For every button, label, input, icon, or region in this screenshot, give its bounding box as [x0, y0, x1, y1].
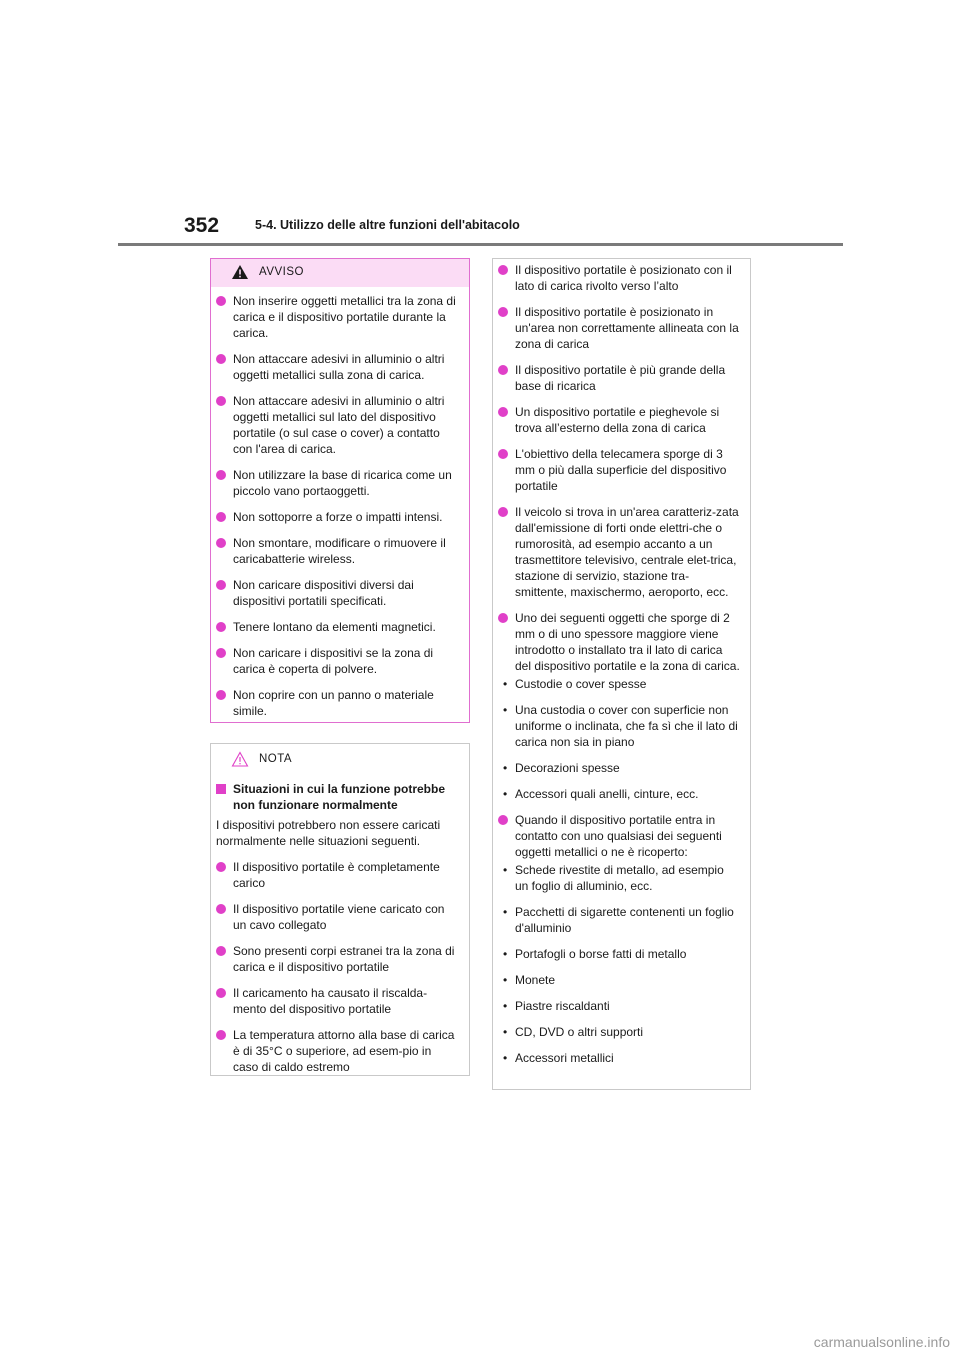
note-item: Il dispositivo portatile è più grande della base di ricarica	[498, 362, 740, 394]
note-heading: Situazioni in cui la funzione potrebbe non funzionare normalmente	[216, 781, 459, 813]
note-item: Il dispositivo portatile viene caricato con un cavo collegato	[216, 901, 459, 933]
warning-item: Non inserire oggetti metallici tra la zona di carica e il dispositivo portatile durante la carica.	[216, 293, 459, 341]
warning-item: Non coprire con un panno o materiale simile.	[216, 687, 459, 719]
note-item: La temperatura attorno alla base di carica è di 35°C o superiore, ad esem-pio in caso di caldo estremo	[216, 1027, 459, 1075]
sub-item: • Custodie o cover spesse	[503, 677, 647, 691]
dot-icon: •	[503, 947, 508, 961]
warning-item: Non attaccare adesivi in alluminio o altri oggetti metallici sul lato del dispositivo portatile (o sul case o cover) a contatto con l'area di carica.	[216, 393, 459, 457]
bullet-icon	[498, 613, 508, 623]
sub-item: • Accessori metallici	[503, 1051, 614, 1065]
dot-icon: •	[503, 703, 508, 717]
note-item: Il veicolo si trova in un'area caratteriz-zata dall'emissione di forti onde elettri-che o rumorosità, ad esempio accanto a un trasmettitore televisivo, centrale elet-trica, stazione di servizio, stazione tra-smittente, maxischermo, aeroporto, ecc.	[498, 504, 740, 600]
sub-item: • Schede rivestite di metallo, ad esempio un foglio di alluminio, ecc.	[503, 863, 724, 893]
bullet-icon	[216, 946, 226, 956]
dot-icon: •	[503, 761, 508, 775]
bullet-icon	[498, 265, 508, 275]
note-item: Un dispositivo portatile e pieghevole si trova all’esterno della zona di carica	[498, 404, 740, 436]
note-item: Quando il dispositivo portatile entra in contatto con uno qualsiasi dei seguenti oggetti metallici o ne è ricoperto:	[498, 812, 740, 860]
warning-item: Tenere lontano da elementi magnetici.	[216, 619, 459, 635]
sub-item: • Decorazioni spesse	[503, 761, 620, 775]
bullet-icon	[498, 307, 508, 317]
note-item: Uno dei seguenti oggetti che sporge di 2 mm o di uno spessore maggiore viene introdotto o installato tra il lato di carica del dispositivo portatile e la zona di carica.	[498, 610, 740, 674]
note-item: Il dispositivo portatile è posizionato in un'area non correttamente allineata con la zona di carica	[498, 304, 740, 352]
note-item: Sono presenti corpi estranei tra la zona di carica e il dispositivo portatile	[216, 943, 459, 975]
bullet-icon	[498, 365, 508, 375]
warning-item: Non attaccare adesivi in alluminio o altri oggetti metallici sulla zona di carica.	[216, 351, 459, 383]
watermark: carmanualsonline.info	[813, 1334, 950, 1350]
bullet-icon	[216, 580, 226, 590]
bullet-icon	[216, 470, 226, 480]
sub-item: • Portafogli o borse fatti di metallo	[503, 947, 687, 961]
dot-icon: •	[503, 787, 508, 801]
warning-item: Non sottoporre a forze o impatti intensi.	[216, 509, 459, 525]
note-box	[210, 743, 470, 1076]
sub-item: • Piastre riscaldanti	[503, 999, 610, 1013]
bullet-icon	[498, 407, 508, 417]
bullet-icon	[216, 690, 226, 700]
warning-label: AVVISO	[259, 266, 304, 278]
bullet-icon	[216, 296, 226, 306]
caution-icon	[231, 751, 249, 767]
bullet-icon	[216, 622, 226, 632]
square-bullet-icon	[216, 784, 226, 794]
note-item: L'obiettivo della telecamera sporge di 3 mm o più dalla superficie del dispositivo portatile	[498, 446, 740, 494]
warning-box	[210, 258, 470, 723]
sub-item: • Una custodia o cover con superficie non uniforme o inclinata, che fa sì che il lato di carica non sia in piano	[503, 703, 738, 749]
note-intro: I dispositivi potrebbero non essere caricati normalmente nelle situazioni seguenti.	[216, 818, 441, 848]
dot-icon: •	[503, 1025, 508, 1039]
note-item: Il caricamento ha causato il riscalda-mento del dispositivo portatile	[216, 985, 459, 1017]
bullet-icon	[498, 449, 508, 459]
warning-header	[211, 259, 469, 287]
bullet-icon	[216, 512, 226, 522]
bullet-icon	[216, 354, 226, 364]
warning-item: Non caricare i dispositivi se la zona di carica è coperta di polvere.	[216, 645, 459, 677]
header-rule	[118, 243, 843, 246]
bullet-icon	[498, 507, 508, 517]
note-item: Il dispositivo portatile è completamente carico	[216, 859, 459, 891]
bullet-icon	[216, 904, 226, 914]
bullet-icon	[498, 815, 508, 825]
dot-icon: •	[503, 999, 508, 1013]
section-title: 5-4. Utilizzo delle altre funzioni dell'abitacolo	[255, 218, 520, 232]
dot-icon: •	[503, 863, 508, 877]
bullet-icon	[216, 648, 226, 658]
dot-icon: •	[503, 973, 508, 987]
page-number: 352	[184, 214, 220, 237]
bullet-icon	[216, 1030, 226, 1040]
dot-icon: •	[503, 905, 508, 919]
note-item: Il dispositivo portatile è posizionato con il lato di carica rivolto verso l’alto	[498, 262, 740, 294]
warning-item: Non utilizzare la base di ricarica come un piccolo vano portaoggetti.	[216, 467, 459, 499]
note-header	[211, 744, 469, 777]
sub-item: • Monete	[503, 973, 556, 987]
bullet-icon	[216, 396, 226, 406]
bullet-icon	[216, 538, 226, 548]
bullet-icon	[216, 988, 226, 998]
note-label: NOTA	[259, 753, 293, 765]
warning-icon	[231, 264, 249, 280]
sub-item: • Pacchetti di sigarette contenenti un foglio d'alluminio	[503, 905, 734, 935]
warning-item: Non smontare, modificare o rimuovere il caricabatterie wireless.	[216, 535, 459, 567]
bullet-icon	[216, 862, 226, 872]
sub-item: • Accessori quali anelli, cinture, ecc.	[503, 787, 699, 801]
warning-item: Non caricare dispositivi diversi dai dispositivi portatili specificati.	[216, 577, 459, 609]
dot-icon: •	[503, 1051, 508, 1065]
dot-icon: •	[503, 677, 508, 691]
continued-note-box	[492, 258, 751, 1090]
sub-item: • CD, DVD o altri supporti	[503, 1025, 644, 1039]
